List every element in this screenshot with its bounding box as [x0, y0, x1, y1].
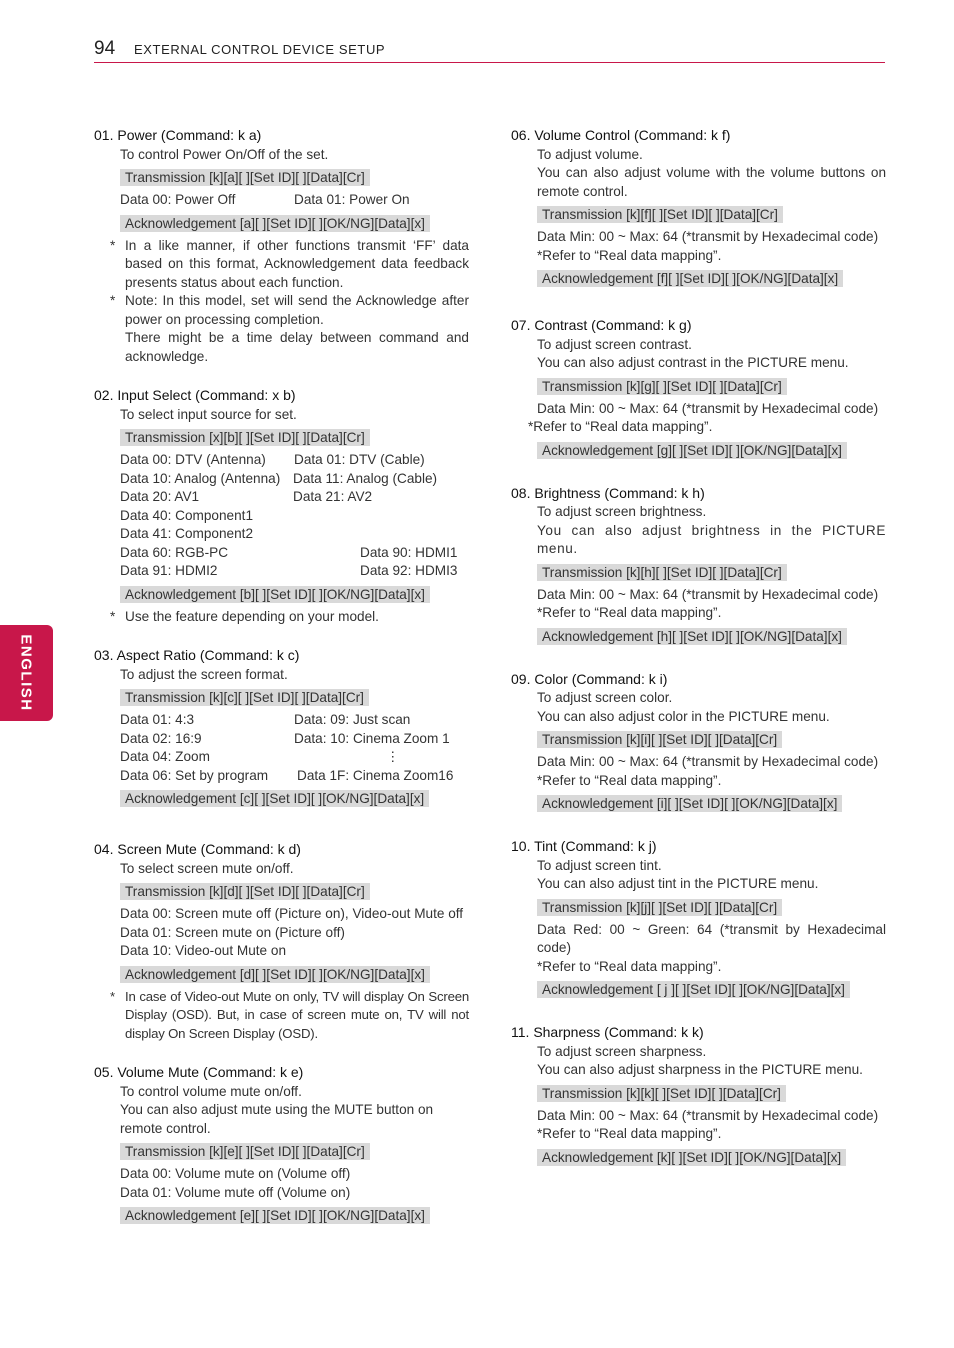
section-description: You can also adjust contrast in the PICTURE menu. [537, 355, 849, 370]
data-range: Data Min: 00 ~ Max: 64 (*transmit by Hexadecimal code) [537, 229, 879, 244]
section-brightness [511, 484, 886, 650]
data-range: Data Min: 00 ~ Max: 64 (*transmit by Hexadecimal code) [537, 400, 879, 416]
section-aspect-ratio [94, 646, 469, 812]
transmission-command: Transmission [k][d][ ][Set ID][ ][Data][Cr] [120, 883, 370, 900]
section-description: You can also adjust tint in the PICTURE menu. [537, 876, 819, 891]
data-row [120, 451, 469, 470]
section-description: You can also adjust volume with the volume buttons on remote control. [537, 165, 886, 199]
acknowledgement-command: Acknowledgement [h][ ][Set ID][ ][OK/NG][Data][x] [537, 628, 847, 645]
page-header [94, 38, 885, 63]
data-row [120, 711, 469, 730]
section-input-select [94, 386, 469, 626]
section-tint [511, 837, 886, 1003]
section-body [511, 1043, 886, 1171]
data-value: Data 1F: Cinema Zoom16 [297, 767, 454, 783]
data-value: Data 60: RGB-PC [120, 544, 229, 560]
section-description: To control volume mute on/off. [120, 1083, 302, 1099]
data-value: Data 11: Analog (Cable) [293, 470, 438, 486]
data-range: Data Min: 00 ~ Max: 64 (*transmit by Hexadecimal code) [537, 1107, 879, 1123]
data-value: Data 10: Analog (Antenna) [120, 470, 281, 486]
data-reference: *Refer to “Real data mapping”. [537, 772, 722, 788]
acknowledgement-command: Acknowledgement [i][ ][Set ID][ ][OK/NG][Data][x] [537, 795, 842, 812]
section-body [511, 689, 886, 817]
data-value: Data 01: DTV (Cable) [294, 452, 425, 467]
acknowledgement-command: Acknowledgement [ j ][ ][Set ID][ ][OK/NG][Data][x] [537, 981, 850, 998]
section-title: 08. Brightness (Command: k h) [511, 484, 705, 501]
acknowledgement-command: Acknowledgement [k][ ][Set ID][ ][OK/NG][Data][x] [537, 1149, 846, 1166]
section-description: You can also adjust mute using the MUTE button on remote control. [120, 1102, 434, 1136]
data-range: Data Min: 00 ~ Max: 64 (*transmit by Hexadecimal code) [537, 754, 879, 769]
section-title: 05. Volume Mute (Command: k e) [94, 1064, 304, 1080]
section-body [511, 146, 886, 293]
data-value: Data 01: Power On [294, 192, 410, 207]
acknowledgement-command: Acknowledgement [f][ ][Set ID][ ][OK/NG][Data][x] [537, 270, 843, 287]
note-marker: * [110, 988, 115, 1004]
data-value: Data 02: 16:9 [120, 730, 202, 746]
section-body [94, 666, 469, 813]
data-row [120, 767, 469, 786]
section-description: To adjust screen sharpness. [537, 1043, 707, 1059]
data-value: Data 00: Power Off [120, 192, 236, 207]
section-body [94, 860, 469, 988]
section-description: To adjust volume. [537, 146, 643, 162]
data-value: Data: 10: Cinema Zoom 1 [294, 730, 450, 746]
section-description: You can also adjust brightness in the PICTURE menu. [537, 522, 886, 556]
section-title: 02. Input Select (Command: x b) [94, 387, 296, 403]
note-text: In case of Video-out Mute on only, TV will display On Screen Display (OSD). But, in case of screen mute on, TV will not display On Screen Display (OSD). [125, 988, 469, 1041]
note [110, 292, 469, 329]
data-row [120, 470, 469, 489]
note-marker: * [110, 608, 116, 624]
section-body [94, 406, 469, 608]
section-title: 09. Color (Command: k i) [511, 670, 668, 687]
section-title: 10. Tint (Command: k j) [511, 838, 657, 854]
note-text: Note: In this model, set will send the Acknowledge after power on processing completion. [125, 293, 469, 327]
note-text: In a like manner, if other functions transmit ‘FF’ data based on this format, Acknowledgement data feedback presents status about each function. [125, 237, 469, 290]
data-reference: *Refer to “Real data mapping”. [537, 247, 722, 263]
note-text: Use the feature depending on your model. [125, 608, 379, 624]
note [110, 608, 469, 627]
section-title: 03. Aspect Ratio (Command: k c) [94, 647, 300, 663]
section-screen-mute [94, 840, 469, 1043]
data-value: Data 04: Zoom [120, 749, 210, 764]
data-row [120, 191, 469, 210]
data-value: Data 01: Screen mute on (Picture off) [120, 924, 345, 940]
acknowledgement-command: Acknowledgement [e][ ][Set ID][ ][OK/NG][Data][x] [120, 1207, 430, 1224]
data-row [120, 488, 469, 507]
data-value: Data 21: AV2 [293, 489, 373, 504]
section-title: 07. Contrast (Command: k g) [511, 317, 692, 333]
data-value: Data 06: Set by program [120, 767, 269, 783]
note [110, 237, 469, 293]
note-marker: * [110, 237, 116, 253]
section-contrast [511, 316, 886, 464]
data-value: Data 40: Component1 [120, 507, 254, 523]
acknowledgement-command: Acknowledgement [a][ ][Set ID][ ][OK/NG][Data][x] [120, 215, 430, 232]
section-body [511, 857, 886, 1004]
data-row [120, 730, 469, 749]
section-color [511, 670, 886, 818]
data-row [120, 562, 469, 581]
data-reference: *Refer to “Real data mapping”. [528, 419, 713, 434]
page-title: EXTERNAL CONTROL DEVICE SETUP [134, 42, 386, 57]
data-value: Data 10: Video-out Mute on [120, 943, 287, 958]
section-description: To adjust the screen format. [120, 666, 288, 682]
right-column [511, 126, 886, 1191]
transmission-command: Transmission [k][i][ ][Set ID][ ][Data][Cr] [537, 731, 782, 748]
data-value: Data 92: HDMI3 [360, 563, 458, 578]
section-volume-mute [94, 1063, 469, 1229]
section-body [511, 336, 886, 464]
note-marker: * [110, 293, 116, 308]
data-range: Data Red: 00 ~ Green: 64 (*transmit by Hexadecimal code) [537, 921, 886, 955]
acknowledgement-command: Acknowledgement [c][ ][Set ID][ ][OK/NG][Data][x] [120, 790, 429, 807]
language-tab [0, 625, 53, 721]
section-title: 11. Sharpness (Command: k k) [511, 1024, 704, 1040]
data-value: Data 01: Volume mute off (Volume on) [120, 1184, 351, 1200]
section-description: To select input source for set. [120, 406, 297, 422]
section-body [94, 1083, 469, 1230]
left-column [94, 126, 469, 1249]
language-tab-label: ENGLISH [17, 634, 35, 712]
data-reference: *Refer to “Real data mapping”. [537, 958, 722, 974]
section-body [94, 146, 469, 237]
section-description: You can also adjust sharpness in the PICTURE menu. [537, 1062, 863, 1077]
data-value: Data 91: HDMI2 [120, 563, 218, 578]
transmission-command: Transmission [k][k][ ][Set ID][ ][Data][Cr] [537, 1085, 786, 1102]
data-value: Data 20: AV1 [120, 489, 200, 504]
section-description: To adjust screen contrast. [537, 336, 692, 352]
section-description: To adjust screen brightness. [537, 504, 707, 519]
data-range: Data Min: 00 ~ Max: 64 (*transmit by Hexadecimal code) [537, 586, 879, 602]
transmission-command: Transmission [k][f][ ][Set ID][ ][Data][Cr] [537, 206, 783, 223]
transmission-command: Transmission [k][g][ ][Set ID][ ][Data][Cr] [537, 378, 787, 395]
page-number: 94 [94, 38, 116, 59]
transmission-command: Transmission [k][c][ ][Set ID][ ][Data][Cr] [120, 689, 369, 706]
data-value: Data 00: DTV (Antenna) [120, 452, 266, 467]
transmission-command: Transmission [k][e][ ][Set ID][ ][Data][Cr] [120, 1143, 370, 1160]
section-power [94, 126, 469, 366]
section-title: 04. Screen Mute (Command: k d) [94, 841, 301, 857]
data-reference: *Refer to “Real data mapping”. [537, 1126, 722, 1141]
vertical-ellipsis: ⋮ [386, 749, 400, 764]
transmission-command: Transmission [k][a][ ][Set ID][ ][Data][Cr] [120, 169, 370, 186]
section-description: To adjust screen color. [537, 690, 673, 705]
section-title: 06. Volume Control (Command: k f) [511, 127, 731, 143]
transmission-command: Transmission [k][j][ ][Set ID][ ][Data][Cr] [537, 899, 782, 916]
data-row [120, 544, 469, 563]
data-reference: *Refer to “Real data mapping”. [537, 605, 722, 620]
data-value: Data 00: Screen mute off (Picture on), Video-out Mute off [120, 906, 464, 921]
section-body [511, 503, 886, 650]
data-row [120, 748, 469, 767]
acknowledgement-command: Acknowledgement [d][ ][Set ID][ ][OK/NG][Data][x] [120, 966, 430, 983]
section-volume-control [511, 126, 886, 292]
data-value: Data 41: Component2 [120, 526, 254, 541]
acknowledgement-command: Acknowledgement [b][ ][Set ID][ ][OK/NG][Data][x] [120, 586, 430, 603]
transmission-command: Transmission [k][h][ ][Set ID][ ][Data][Cr] [537, 564, 787, 581]
data-value: Data 90: HDMI1 [360, 544, 458, 560]
data-value: Data 01: 4:3 [120, 712, 195, 727]
section-description: You can also adjust color in the PICTURE menu. [537, 708, 830, 724]
note-text: There might be a time delay between command and acknowledge. [125, 330, 469, 364]
data-value: Data: 09: Just scan [294, 712, 411, 727]
section-description: To control Power On/Off of the set. [120, 146, 329, 162]
note [110, 988, 469, 1044]
section-description: To adjust screen tint. [537, 857, 662, 873]
section-description: To select screen mute on/off. [120, 860, 294, 876]
section-sharpness [511, 1023, 886, 1171]
section-title: 01. Power (Command: k a) [94, 127, 262, 143]
acknowledgement-command: Acknowledgement [g][ ][Set ID][ ][OK/NG][Data][x] [537, 442, 847, 459]
data-value: Data 00: Volume mute on (Volume off) [120, 1166, 351, 1181]
transmission-command: Transmission [x][b][ ][Set ID][ ][Data][Cr] [120, 429, 370, 446]
